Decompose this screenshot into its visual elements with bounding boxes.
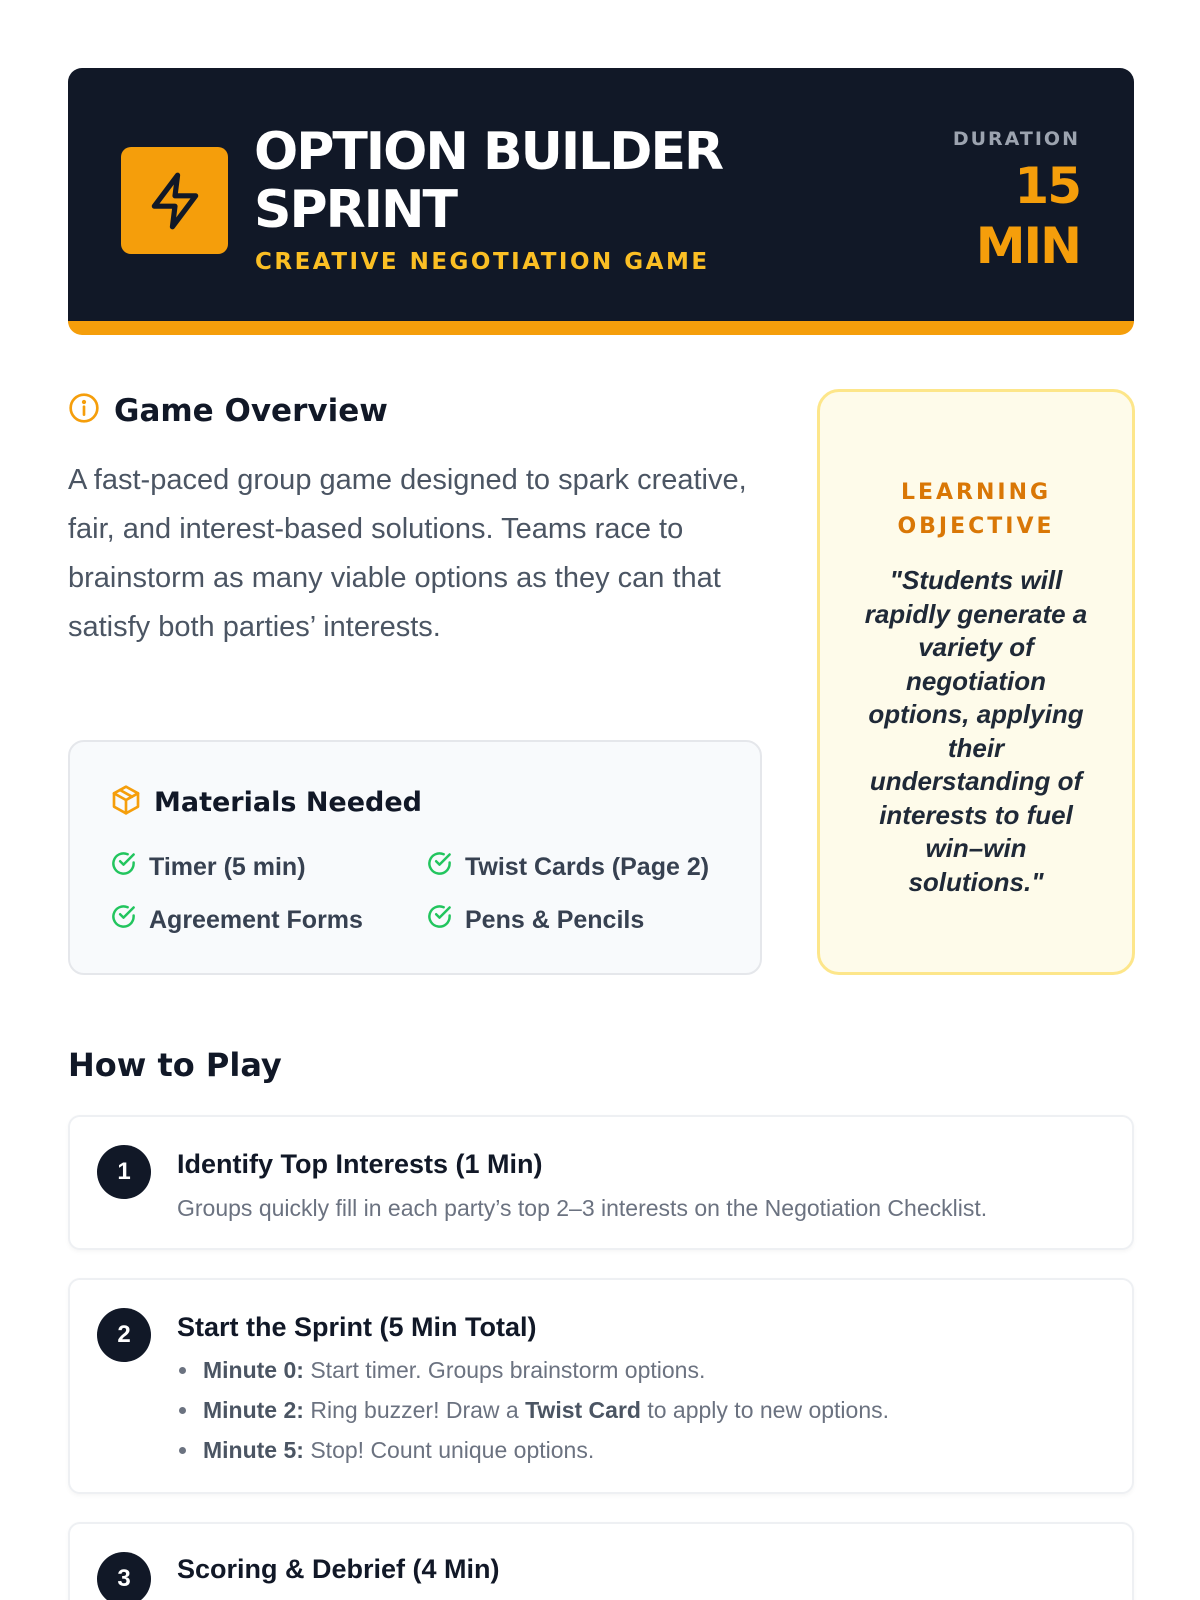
objective-label: LEARNING OBJECTIVE [897, 480, 1055, 539]
step-number-badge: 3 [97, 1552, 151, 1600]
check-circle-icon [110, 850, 137, 884]
overview-heading [68, 392, 388, 429]
material-item: Timer (5 min) [110, 850, 306, 884]
check-circle-icon [426, 850, 453, 884]
check-circle-icon [110, 903, 137, 937]
list-item: Minute 5: Stop! Count unique options. [177, 1430, 889, 1470]
learning-objective-card [817, 389, 1135, 975]
step-title: Start the Sprint (5 Min Total) [177, 1312, 537, 1342]
check-circle-icon [426, 903, 453, 937]
list-item: Minute 0: Start timer. Groups brainstorm options. [177, 1350, 889, 1390]
page-subtitle: CREATIVE NEGOTIATION GAME [255, 249, 710, 275]
list-item: Minute 2: Ring buzzer! Draw a Twist Card to apply to new options. [177, 1390, 889, 1430]
overview-description: A fast-paced group game designed to spark creative, fair, and interest-based solutions. Teams race to brainstorm as many viable options as they can that satisfy both parties’ interests. [68, 464, 747, 643]
header-banner [68, 68, 1134, 335]
material-item: Agreement Forms [110, 903, 363, 937]
overview-title: Game Overview [114, 392, 388, 429]
step-number-badge: 2 [97, 1308, 151, 1362]
lightning-icon [121, 147, 228, 254]
step-number-badge: 1 [97, 1145, 151, 1199]
duration-value: 15 MIN [975, 157, 1080, 275]
materials-card [68, 740, 762, 975]
step-card [68, 1115, 1134, 1250]
duration-label: DURATION [952, 128, 1080, 150]
box-icon [110, 784, 142, 821]
step-bullet-list [177, 1350, 889, 1470]
step-description: Groups quickly fill in each party’s top 2–3 interests on the Negotiation Checklist. [177, 1195, 988, 1221]
info-icon [68, 392, 100, 429]
step-title: Identify Top Interests (1 Min) [177, 1149, 543, 1179]
step-card [68, 1522, 1134, 1600]
material-item: Twist Cards (Page 2) [426, 850, 709, 884]
material-item: Pens & Pencils [426, 903, 644, 937]
how-to-play-title: How to Play [68, 1046, 282, 1084]
step-card [68, 1278, 1134, 1494]
page-title: OPTION BUILDER SPRINT [254, 122, 723, 240]
objective-quote: "Students will rapidly generate a variety of negotiation options, applying their understanding of interests to fuel win–win solutions." [864, 565, 1088, 897]
materials-title: Materials Needed [154, 787, 423, 818]
materials-heading [110, 784, 422, 821]
step-title: Scoring & Debrief (4 Min) [177, 1554, 500, 1584]
